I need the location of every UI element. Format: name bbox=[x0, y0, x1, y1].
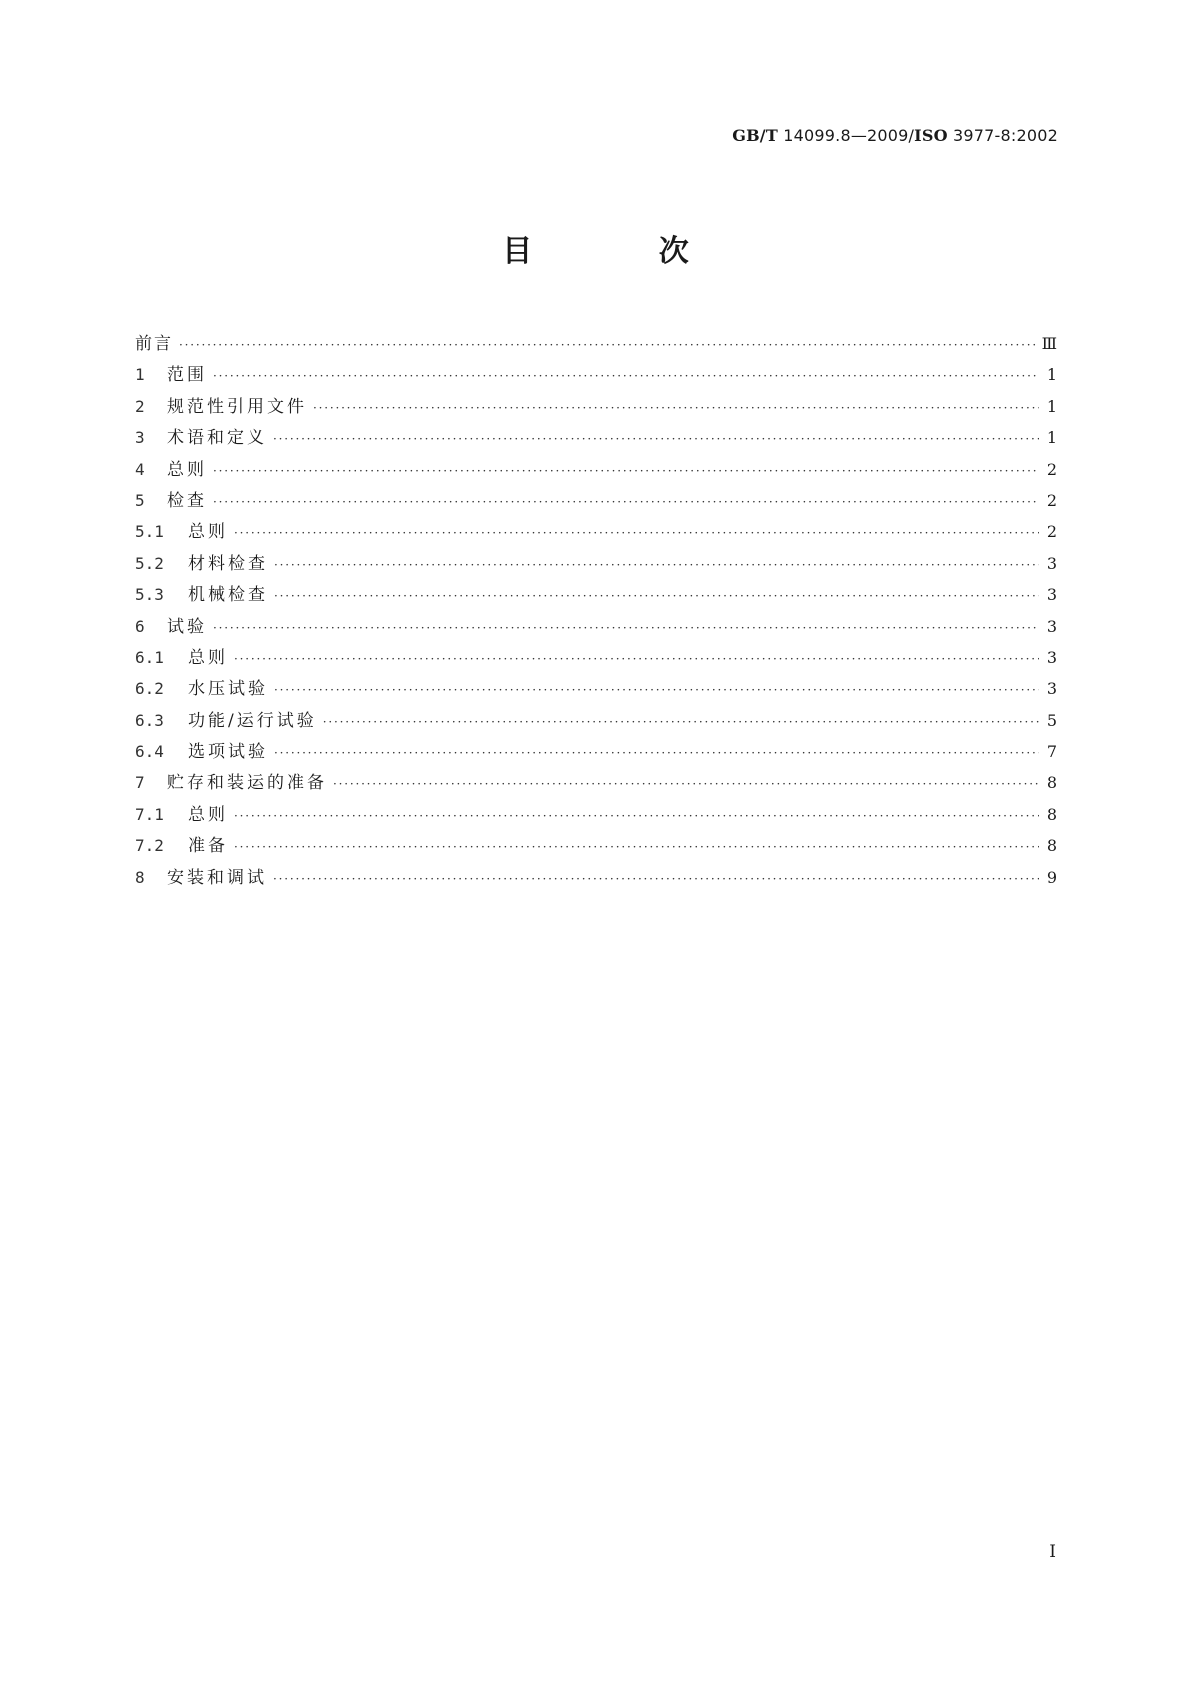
toc-entry-page: 1 bbox=[1046, 428, 1057, 448]
toc-entry-number: 7.2 bbox=[135, 836, 164, 856]
table-of-contents bbox=[135, 328, 1057, 893]
toc-entry-page: 2 bbox=[1046, 490, 1057, 510]
toc-entry-page: 7 bbox=[1046, 742, 1057, 762]
toc-entry-title: 总则 bbox=[167, 459, 207, 480]
toc-entry-number: 6 bbox=[135, 616, 145, 636]
toc-entry[interactable] bbox=[135, 422, 1057, 453]
toc-entry-title: 术语和定义 bbox=[167, 428, 267, 449]
toc-entry-page: 5 bbox=[1046, 710, 1057, 730]
toc-entry-page: 3 bbox=[1046, 647, 1057, 667]
toc-dot-leader bbox=[213, 613, 1039, 644]
toc-entry-page: 1 bbox=[1046, 365, 1057, 385]
toc-entry[interactable] bbox=[135, 516, 1057, 547]
toc-entry-number: 3 bbox=[135, 428, 145, 448]
toc-entry[interactable] bbox=[135, 579, 1057, 610]
toc-entry-title: 机械检查 bbox=[188, 585, 268, 606]
toc-entry-title: 安装和调试 bbox=[167, 867, 267, 888]
toc-entry-number: 5.1 bbox=[135, 522, 164, 542]
standard-number: 14099.8—2009/ bbox=[783, 126, 915, 145]
toc-entry[interactable] bbox=[135, 862, 1057, 893]
toc-entry-title: 贮存和装运的准备 bbox=[167, 773, 327, 794]
toc-entry-number: 7 bbox=[135, 773, 145, 793]
toc-entry-page: 2 bbox=[1046, 522, 1057, 542]
standard-prefix: GB/T bbox=[732, 126, 778, 145]
toc-entry-number: 5 bbox=[135, 490, 145, 510]
toc-entry-title: 准备 bbox=[188, 836, 228, 857]
toc-entry[interactable] bbox=[135, 830, 1057, 861]
toc-dot-leader bbox=[274, 738, 1039, 769]
toc-dot-leader bbox=[234, 832, 1039, 863]
toc-entry[interactable] bbox=[135, 642, 1057, 673]
toc-dot-leader bbox=[333, 769, 1039, 800]
toc-entry-title: 材料检查 bbox=[188, 553, 268, 574]
toc-entry-number: 6.3 bbox=[135, 710, 164, 730]
toc-entry-number: 4 bbox=[135, 459, 145, 479]
toc-dot-leader bbox=[234, 801, 1039, 832]
toc-entry-number: 6.4 bbox=[135, 742, 164, 762]
toc-dot-leader bbox=[273, 864, 1039, 895]
toc-entry-page: 8 bbox=[1046, 836, 1057, 856]
toc-dot-leader bbox=[273, 424, 1039, 455]
toc-entry[interactable] bbox=[135, 767, 1057, 798]
toc-entry[interactable] bbox=[135, 391, 1057, 422]
toc-entry[interactable] bbox=[135, 328, 1057, 359]
toc-entry-title: 总则 bbox=[188, 647, 228, 668]
toc-entry-number: 1 bbox=[135, 365, 145, 385]
toc-dot-leader bbox=[179, 330, 1036, 361]
toc-entry-page: 1 bbox=[1046, 396, 1057, 416]
toc-dot-leader bbox=[274, 581, 1039, 612]
toc-entry-number: 2 bbox=[135, 396, 145, 416]
toc-entry-title: 功能/运行试验 bbox=[188, 710, 317, 731]
toc-entry[interactable] bbox=[135, 673, 1057, 704]
toc-entry-page: 2 bbox=[1046, 459, 1057, 479]
toc-entry-number: 6.2 bbox=[135, 679, 164, 699]
toc-entry[interactable] bbox=[135, 705, 1057, 736]
toc-entry-page: 3 bbox=[1046, 585, 1057, 605]
toc-dot-leader bbox=[213, 487, 1039, 518]
toc-entry-number: 7.1 bbox=[135, 804, 164, 824]
toc-entry-number: 8 bbox=[135, 867, 145, 887]
toc-entry-title: 水压试验 bbox=[188, 679, 268, 700]
toc-entry-number: 6.1 bbox=[135, 647, 164, 667]
standard-code bbox=[732, 126, 1058, 145]
toc-entry-page: 9 bbox=[1046, 867, 1057, 887]
toc-dot-leader bbox=[234, 644, 1039, 675]
toc-entry-title: 检查 bbox=[167, 490, 207, 511]
toc-dot-leader bbox=[213, 361, 1039, 392]
toc-entry-title: 选项试验 bbox=[188, 742, 268, 763]
toc-dot-leader bbox=[213, 456, 1039, 487]
toc-entry-title: 总则 bbox=[188, 804, 228, 825]
toc-entry-page: 3 bbox=[1046, 616, 1057, 636]
toc-entry[interactable] bbox=[135, 454, 1057, 485]
toc-entry-title: 试验 bbox=[167, 616, 207, 637]
footer-page-number: I bbox=[1049, 1542, 1056, 1562]
page-title: 目 次 bbox=[502, 234, 747, 269]
toc-entry-page: 3 bbox=[1046, 679, 1057, 699]
toc-entry-title: 前言 bbox=[135, 334, 173, 354]
toc-dot-leader bbox=[274, 550, 1039, 581]
toc-entry-page: Ⅲ bbox=[1041, 334, 1057, 353]
toc-entry[interactable] bbox=[135, 611, 1057, 642]
toc-entry-title: 规范性引用文件 bbox=[167, 396, 307, 417]
iso-prefix: ISO bbox=[914, 126, 948, 145]
toc-dot-leader bbox=[323, 707, 1039, 738]
toc-dot-leader bbox=[274, 675, 1039, 706]
toc-entry[interactable] bbox=[135, 485, 1057, 516]
toc-entry[interactable] bbox=[135, 548, 1057, 579]
toc-entry[interactable] bbox=[135, 359, 1057, 390]
toc-entry[interactable] bbox=[135, 799, 1057, 830]
toc-entry[interactable] bbox=[135, 736, 1057, 767]
toc-dot-leader bbox=[313, 393, 1039, 424]
toc-entry-page: 3 bbox=[1046, 553, 1057, 573]
toc-dot-leader bbox=[234, 518, 1039, 549]
toc-entry-page: 8 bbox=[1046, 773, 1057, 793]
toc-entry-title: 范围 bbox=[167, 365, 207, 386]
toc-entry-number: 5.3 bbox=[135, 585, 164, 605]
toc-entry-number: 5.2 bbox=[135, 553, 164, 573]
toc-entry-title: 总则 bbox=[188, 522, 228, 543]
iso-number: 3977-8:2002 bbox=[953, 126, 1058, 145]
toc-entry-page: 8 bbox=[1046, 804, 1057, 824]
